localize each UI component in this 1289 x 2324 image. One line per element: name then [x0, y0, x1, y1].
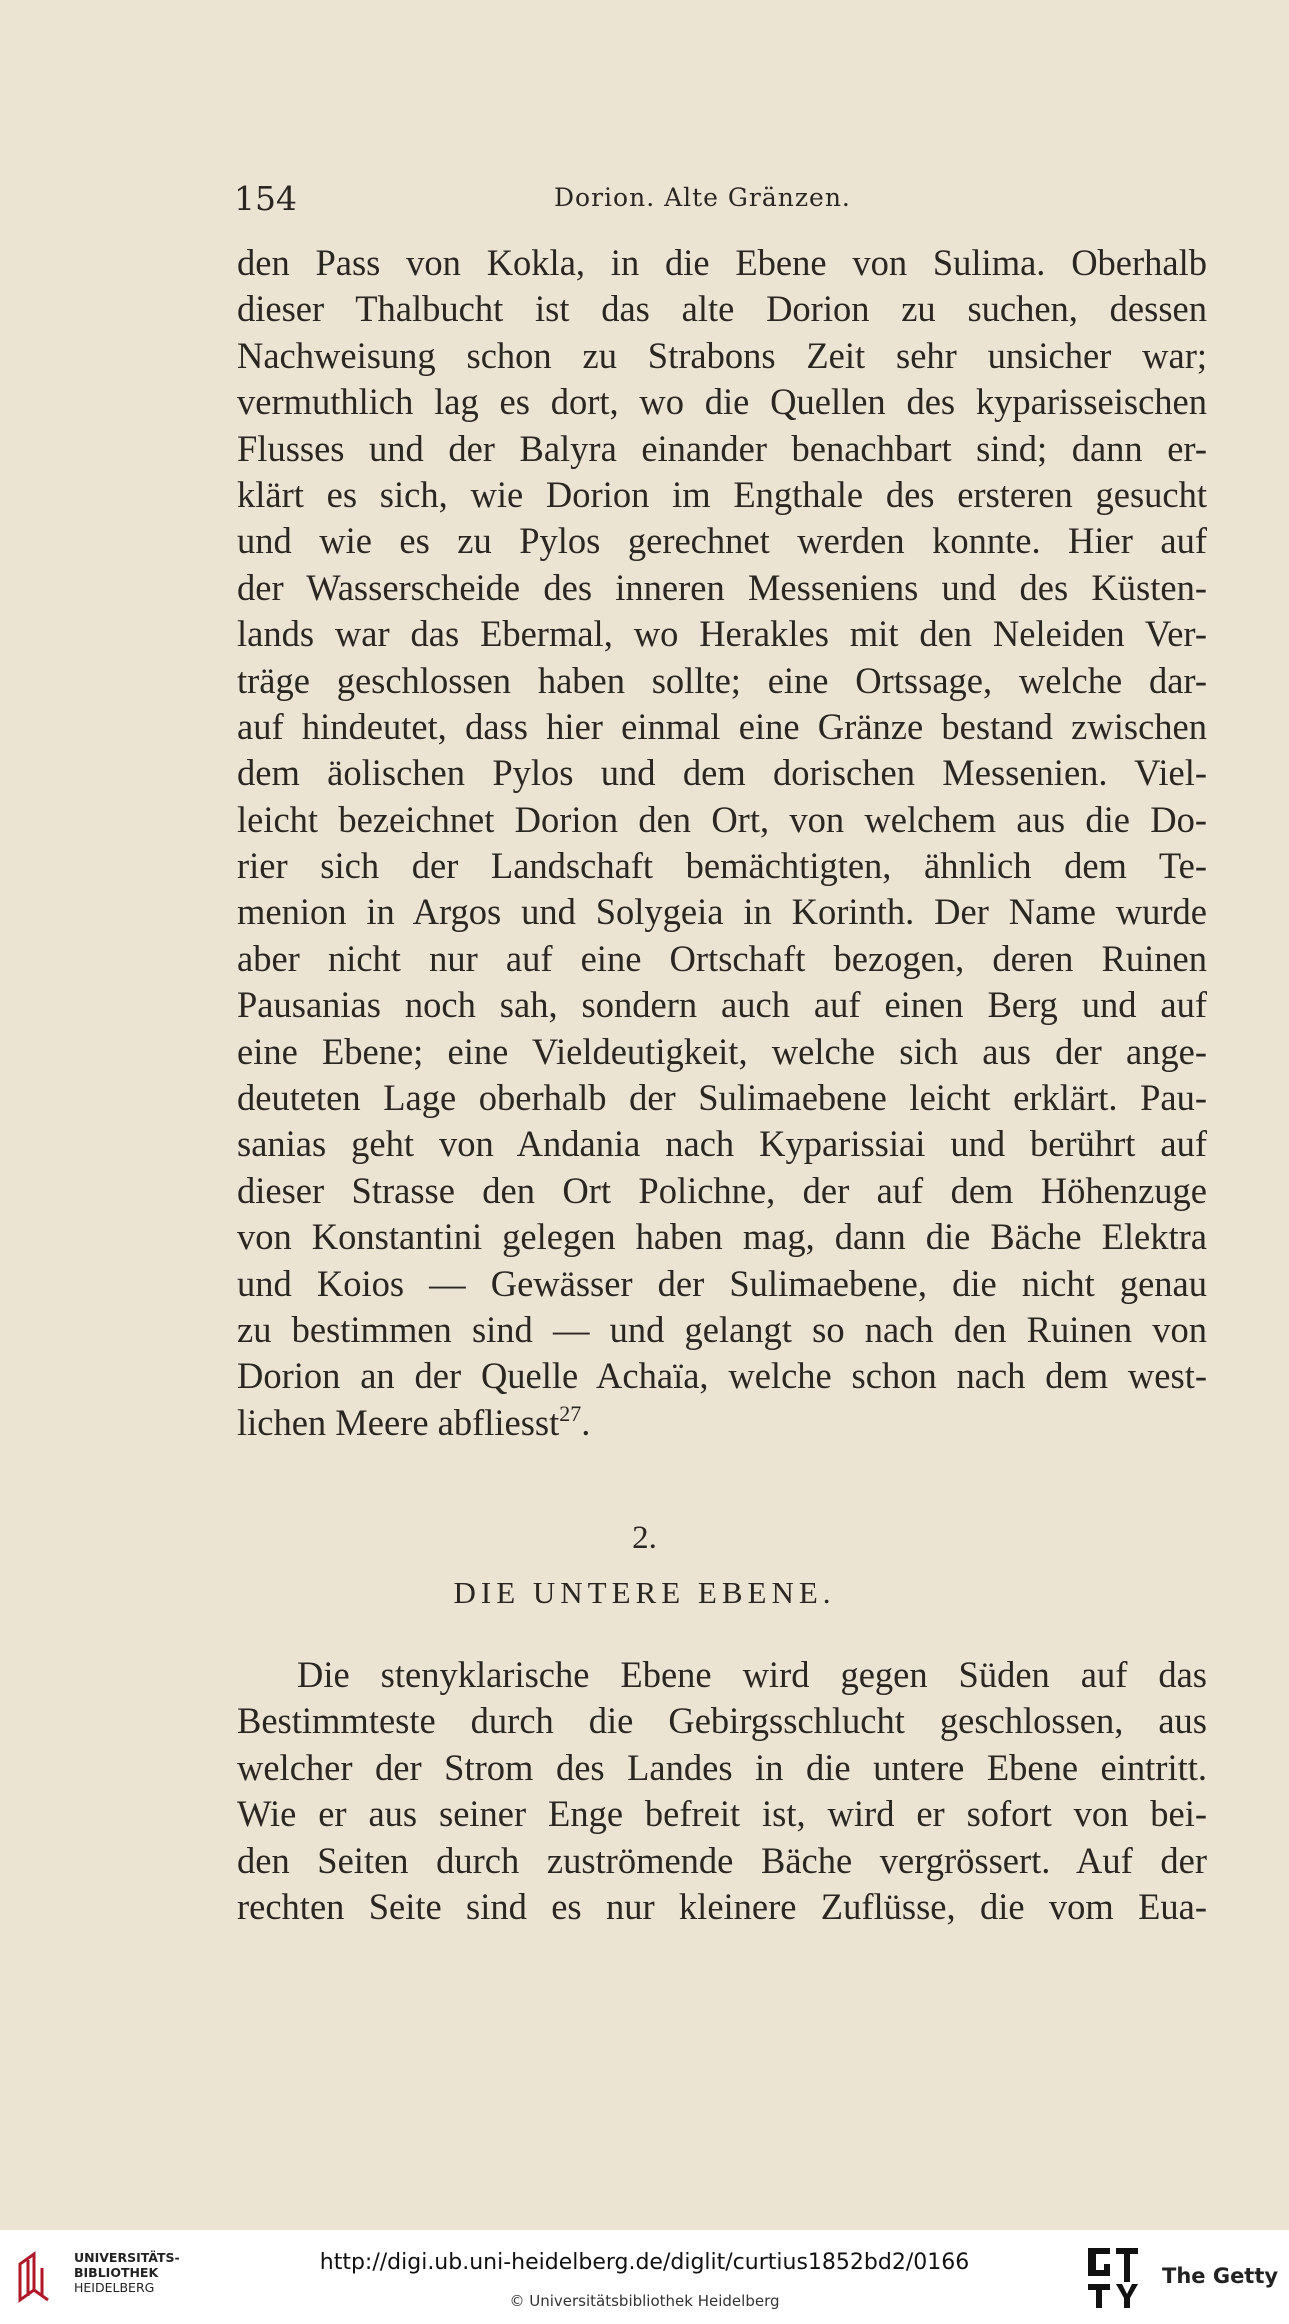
text-line: Flusses und der Balyra einander benachbart sind; dann er- — [237, 427, 1207, 469]
text-line: der Wasserscheide des inneren Messeniens und des Küsten- — [237, 566, 1207, 608]
text-line-last — [237, 1400, 1207, 1446]
text-line: aber nicht nur auf eine Ortschaft bezogen, deren Ruinen — [237, 937, 1207, 979]
text-line: eine Ebene; eine Vieldeutigkeit, welche sich aus der ange- — [237, 1030, 1207, 1072]
text-line: dieser Strasse den Ort Polichne, der auf dem Höhenzuge — [237, 1169, 1207, 1211]
getty-name: The Getty — [1162, 2264, 1279, 2288]
copyright-notice: © Universitätsbibliothek Heidelberg — [509, 2292, 780, 2310]
text-line: menion in Argos und Solygeia in Korinth. Der Name wurde — [237, 891, 1207, 933]
library-name: UNIVERSITÄTS- BIBLIOTHEK HEIDELBERG — [74, 2250, 180, 2295]
text-line: deuteten Lage oberhalb der Sulimaebene leicht erklärt. Pau- — [237, 1077, 1207, 1119]
text-line: dem äolischen Pylos und dem dorischen Messenien. Viel- — [237, 752, 1207, 794]
paragraph-2 — [237, 1652, 1207, 1930]
text-line: welcher der Strom des Landes in die untere Ebene eintritt. — [237, 1746, 1207, 1788]
text-line: Nachweisung schon zu Strabons Zeit sehr unsicher war; — [237, 334, 1207, 376]
section-number: 2. — [632, 1520, 657, 1556]
paragraph-1 — [237, 240, 1207, 1446]
section-title: DIE UNTERE EBENE. — [453, 1575, 836, 1610]
running-title: Dorion. Alte Gränzen. — [554, 183, 851, 212]
text-line: sanias geht von Andania nach Kyparissiai und berührt auf — [237, 1123, 1207, 1165]
text-line: zu bestimmen sind — und gelangt so nach den Ruinen von — [237, 1308, 1207, 1350]
text-line: von Konstantini gelegen haben mag, dann die Bäche Elektra — [237, 1216, 1207, 1258]
permalink[interactable]: http://digi.ub.uni-heidelberg.de/diglit/curtius1852bd2/0166 — [319, 2250, 970, 2275]
text-line: vermuthlich lag es dort, wo die Quellen des kyparisseischen — [237, 381, 1207, 423]
text-line: und wie es zu Pylos gerechnet werden konnte. Hier auf — [237, 520, 1207, 562]
page-number: 154 — [234, 179, 297, 218]
text-line: Die stenyklarische Ebene wird gegen Süden auf das — [297, 1654, 1207, 1695]
text-line: Bestimmteste durch die Gebirgsschlucht geschlossen, aus — [237, 1700, 1207, 1742]
text-line: den Seiten durch zuströmende Bäche vergrössert. Auf der — [237, 1839, 1207, 1881]
text-line: dieser Thalbucht ist das alte Dorion zu suchen, dessen — [237, 288, 1207, 330]
text-line: den Pass von Kokla, in die Ebene von Sulima. Oberhalb — [237, 242, 1207, 283]
getty-logo-icon — [1084, 2244, 1142, 2310]
text-line: träge geschlossen haben sollte; eine Ortssage, welche dar- — [237, 659, 1207, 701]
last-line-period: . — [581, 1401, 591, 1443]
digitization-footer — [0, 2230, 1289, 2324]
text-line: lands war das Ebermal, wo Herakles mit den Neleiden Ver- — [237, 613, 1207, 655]
text-line: Wie er aus seiner Enge befreit ist, wird er sofort von bei- — [237, 1793, 1207, 1835]
footnote-marker[interactable]: 27 — [559, 1400, 582, 1426]
running-head — [234, 175, 1184, 225]
text-line: Pausanias noch sah, sondern auch auf einen Berg und auf — [237, 984, 1207, 1026]
last-line-text: lichen Meere abfliesst — [237, 1401, 560, 1443]
text-line: rier sich der Landschaft bemächtigten, ähnlich dem Te- — [237, 845, 1207, 887]
text-line: auf hindeutet, dass hier einmal eine Gränze bestand zwischen — [237, 705, 1207, 747]
text-line: Dorion an der Quelle Achaïa, welche schon nach dem west- — [237, 1355, 1207, 1397]
text-line: rechten Seite sind es nur kleinere Zuflüsse, die vom Eua- — [237, 1885, 1207, 1927]
text-line: leicht bezeichnet Dorion den Ort, von welchem aus die Do- — [237, 798, 1207, 840]
text-line: und Koios — Gewässer der Sulimaebene, die nicht genau — [237, 1262, 1207, 1304]
text-line: klärt es sich, wie Dorion im Engthale des ersteren gesucht — [237, 473, 1207, 515]
